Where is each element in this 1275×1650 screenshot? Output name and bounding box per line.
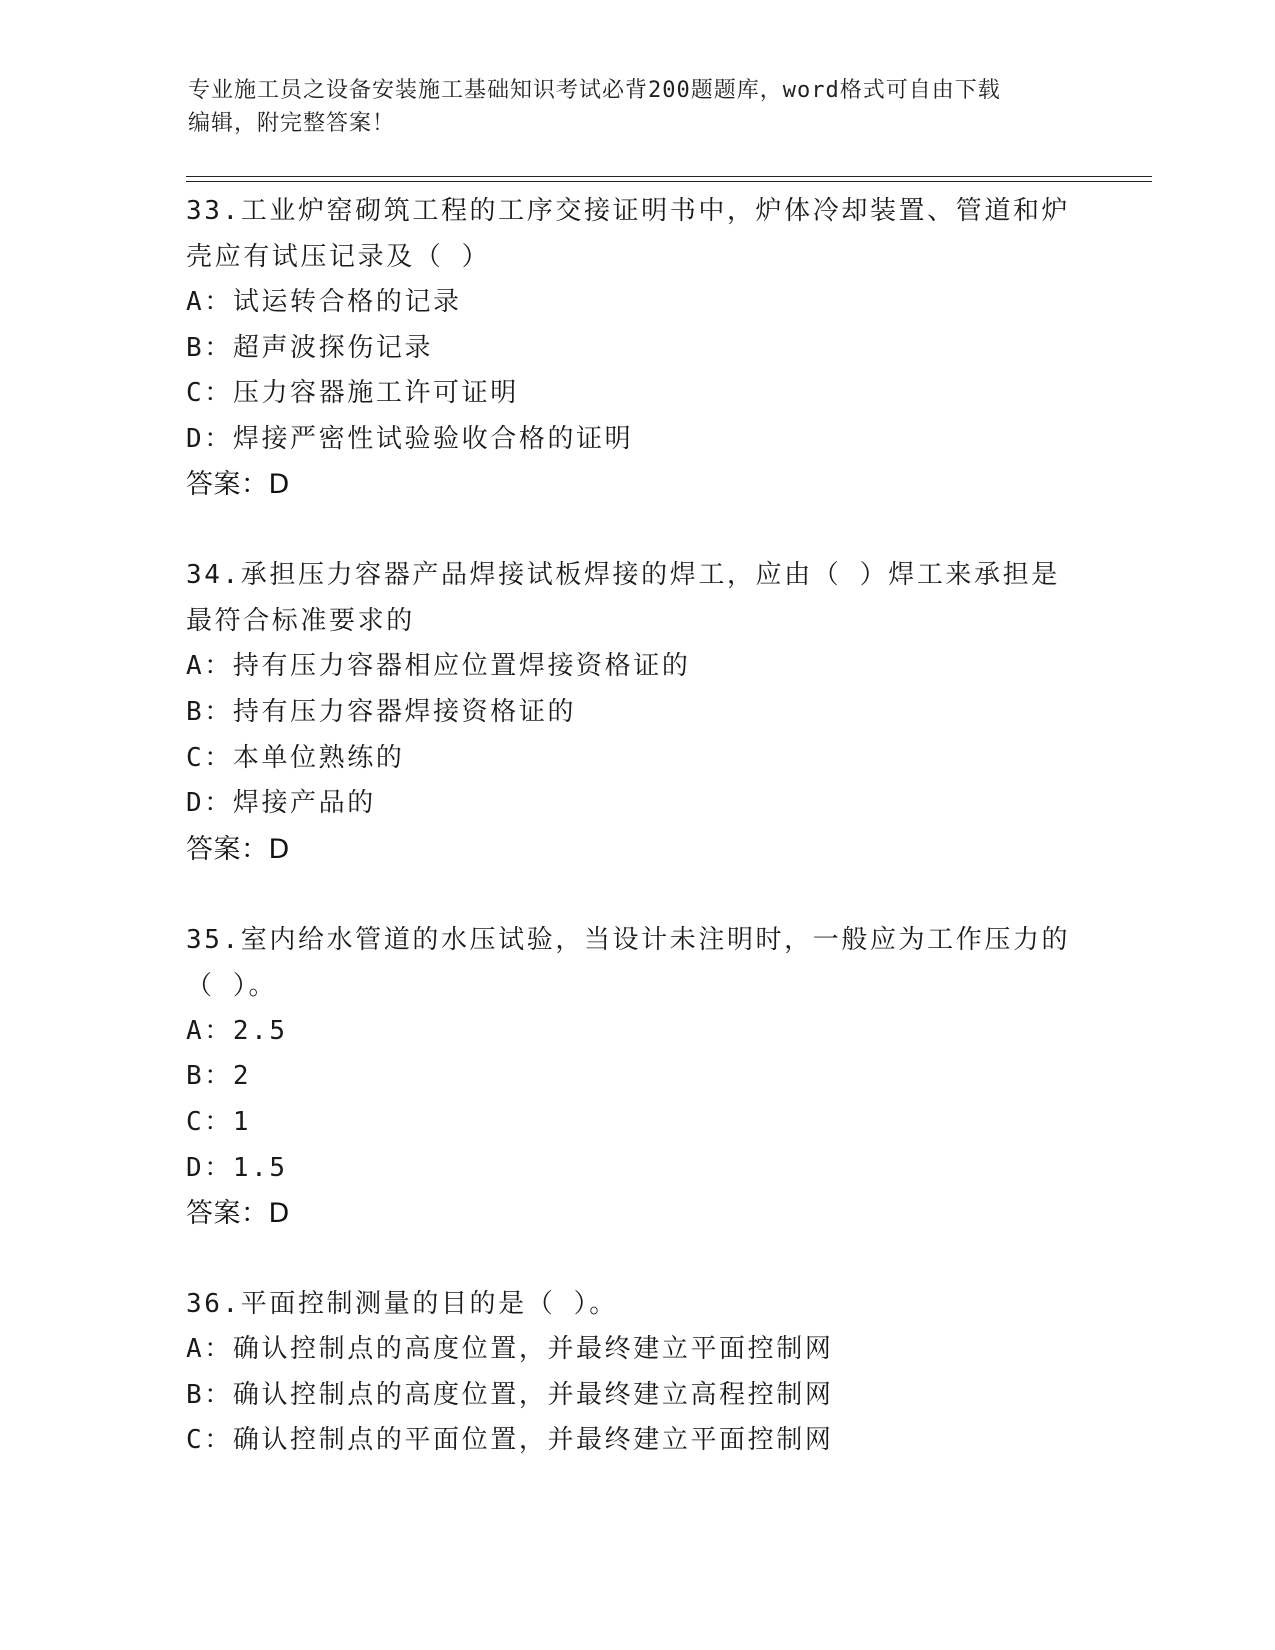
- option-a: [186, 1327, 1146, 1373]
- option-d: [186, 417, 1146, 463]
- option-text: 试运转合格的记录: [232, 287, 462, 317]
- option-a: [186, 1009, 1146, 1055]
- option-text: 2.5: [232, 1015, 288, 1046]
- header-title-line-1: 专业施工员之设备安装施工基础知识考试必背200题题库，word格式可自由下载: [188, 78, 1001, 103]
- answer-line: 答案：D: [186, 833, 290, 865]
- option-label: B：: [186, 1379, 233, 1410]
- option-text: 焊接产品的: [232, 788, 376, 819]
- header-title-line-2: 编辑，附完整答案！: [188, 111, 396, 136]
- question-stem-line-1: 36.平面控制测量的目的是（ ）。: [186, 1289, 618, 1320]
- question-stem-line-1: 35.室内给水管道的水压试验，当设计未注明时，一般应为工作压力的: [186, 924, 1071, 955]
- option-text: 超声波探伤记录: [232, 332, 434, 363]
- option-text: 本单位熟练的: [232, 742, 405, 773]
- option-label: D：: [186, 423, 233, 454]
- option-text: 1.5: [232, 1152, 288, 1183]
- document-header: [188, 74, 1068, 140]
- question-stem-line-2: 壳应有试压记录及（ ）: [186, 242, 491, 272]
- option-text: 1: [232, 1106, 252, 1137]
- option-label: A：: [186, 1015, 233, 1046]
- option-text: 焊接严密性试验验收合格的证明: [232, 423, 634, 454]
- option-label: C：: [186, 1425, 233, 1456]
- question-35: [186, 917, 1146, 1237]
- question-33: [186, 188, 1146, 508]
- option-label: D：: [186, 1152, 233, 1183]
- option-text: 确认控制点的平面位置，并最终建立平面控制网: [232, 1425, 834, 1456]
- option-text: 持有压力容器焊接资格证的: [232, 696, 577, 727]
- option-text: 2: [232, 1061, 252, 1092]
- option-text: 确认控制点的高度位置，并最终建立高程控制网: [232, 1379, 834, 1410]
- question-stem-line-2: 最符合标准要求的: [186, 606, 415, 637]
- option-a: [186, 280, 1146, 326]
- option-d: [186, 781, 1146, 827]
- option-label: D：: [186, 788, 233, 819]
- option-c: [186, 736, 1146, 782]
- option-c: [186, 371, 1146, 417]
- question-spacer: [186, 508, 1146, 552]
- option-b: [186, 690, 1146, 736]
- option-a: [186, 644, 1146, 690]
- question-spacer: [186, 873, 1146, 917]
- question-stem-line-1: 33.工业炉窑砌筑工程的工序交接证明书中，炉体冷却装置、管道和炉: [186, 196, 1071, 226]
- header-divider-bottom: [186, 181, 1152, 182]
- option-c: [186, 1418, 1146, 1464]
- option-c: [186, 1100, 1146, 1146]
- answer-line: 答案：D: [186, 469, 290, 501]
- option-b: [186, 326, 1146, 372]
- option-label: A：: [186, 1334, 233, 1365]
- option-label: C：: [186, 742, 233, 773]
- option-text: 持有压力容器相应位置焊接资格证的: [232, 651, 691, 682]
- option-label: A：: [186, 287, 233, 317]
- question-spacer: [186, 1237, 1146, 1281]
- option-b: [186, 1054, 1146, 1100]
- option-label: B：: [186, 696, 233, 727]
- answer-line: 答案：D: [186, 1198, 290, 1230]
- option-text: 确认控制点的高度位置，并最终建立平面控制网: [232, 1334, 834, 1365]
- question-36: [186, 1281, 1146, 1464]
- question-stem-line-2: （ ）。: [186, 970, 278, 1001]
- option-label: B：: [186, 332, 233, 363]
- option-label: C：: [186, 378, 233, 409]
- option-label: B：: [186, 1061, 233, 1092]
- option-b: [186, 1373, 1146, 1419]
- question-stem-line-1: 34.承担压力容器产品焊接试板焊接的焊工，应由（ ）焊工来承担是: [186, 560, 1060, 591]
- question-34: [186, 552, 1146, 872]
- question-list: [186, 188, 1146, 1464]
- option-label: A：: [186, 651, 233, 682]
- header-divider-top: [186, 176, 1152, 177]
- option-label: C：: [186, 1106, 233, 1137]
- option-text: 压力容器施工许可证明: [232, 378, 519, 409]
- option-d: [186, 1146, 1146, 1192]
